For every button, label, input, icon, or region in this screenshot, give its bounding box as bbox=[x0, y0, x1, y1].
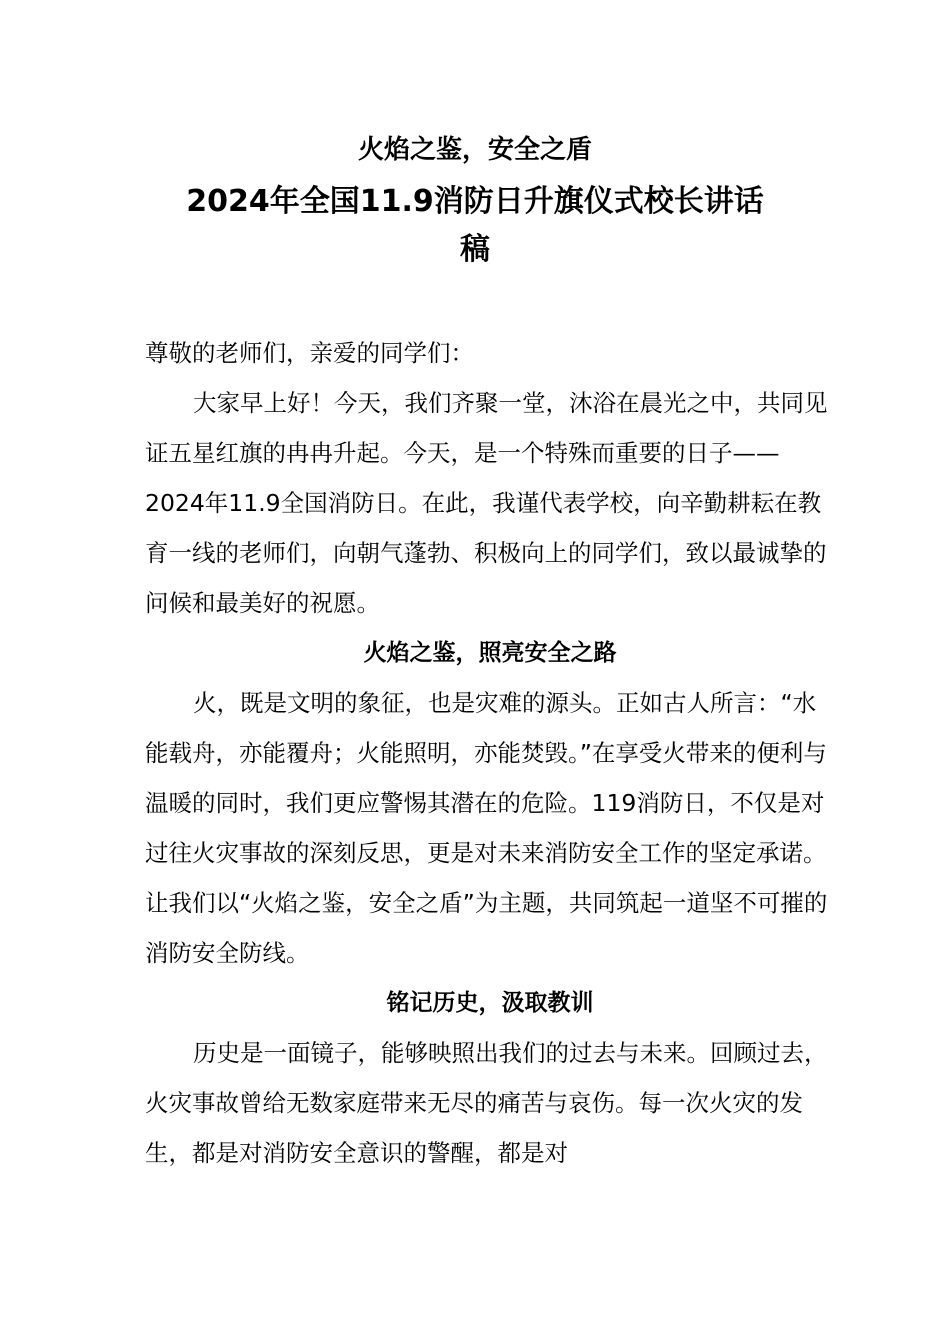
document-title-line-2: 2024年全国11.9消防日升旗仪式校长讲话 bbox=[186, 184, 764, 219]
section-heading-2: 铭记历史，汲取教训 bbox=[386, 990, 594, 1016]
paragraph-fire-mirror: 火，既是文明的象征，也是灾难的源头。正如古人所言：“水能载舟，亦能覆舟；火能照明，亦能焚毁。”在享受火带来的便利与温暖的同时，我们更应警惕其潜在的危险。119消防日，不仅是对过往火灾事故的深刻反思，更是对未来消防安全工作的坚定承诺。让我们以“火焰之鉴，安全之盾”为主题，共同筑起一道坚不可摧的消防安全防线。 bbox=[145, 689, 828, 967]
paragraph-history: 历史是一面镜子，能够映照出我们的过去与未来。回顾过去，火灾事故曾给无数家庭带来无尽的痛苦与哀伤。每一次火灾的发生，都是对消防安全意识的警醒，都是对 bbox=[145, 1039, 828, 1167]
paragraph-opening: 大家早上好！今天，我们齐聚一堂，沐浴在晨光之中，共同见证五星红旗的冉冉升起。今天，是一个特殊而重要的日子——2024年11.9全国消防日。在此，我谨代表学校，向辛勤耕耘在教育一线的老师们，向朝气蓬勃、积极向上的同学们，致以最诚挚的问候和最美好的祝愿。 bbox=[145, 389, 828, 617]
section-heading-1: 火焰之鉴，照亮安全之路 bbox=[363, 640, 617, 666]
document-title-line-1: 火焰之鉴，安全之盾 bbox=[357, 135, 592, 165]
salutation: 尊敬的老师们，亲爱的同学们： bbox=[145, 339, 474, 367]
document-title-line-3: 稿 bbox=[460, 232, 490, 267]
document-body bbox=[145, 328, 835, 1178]
